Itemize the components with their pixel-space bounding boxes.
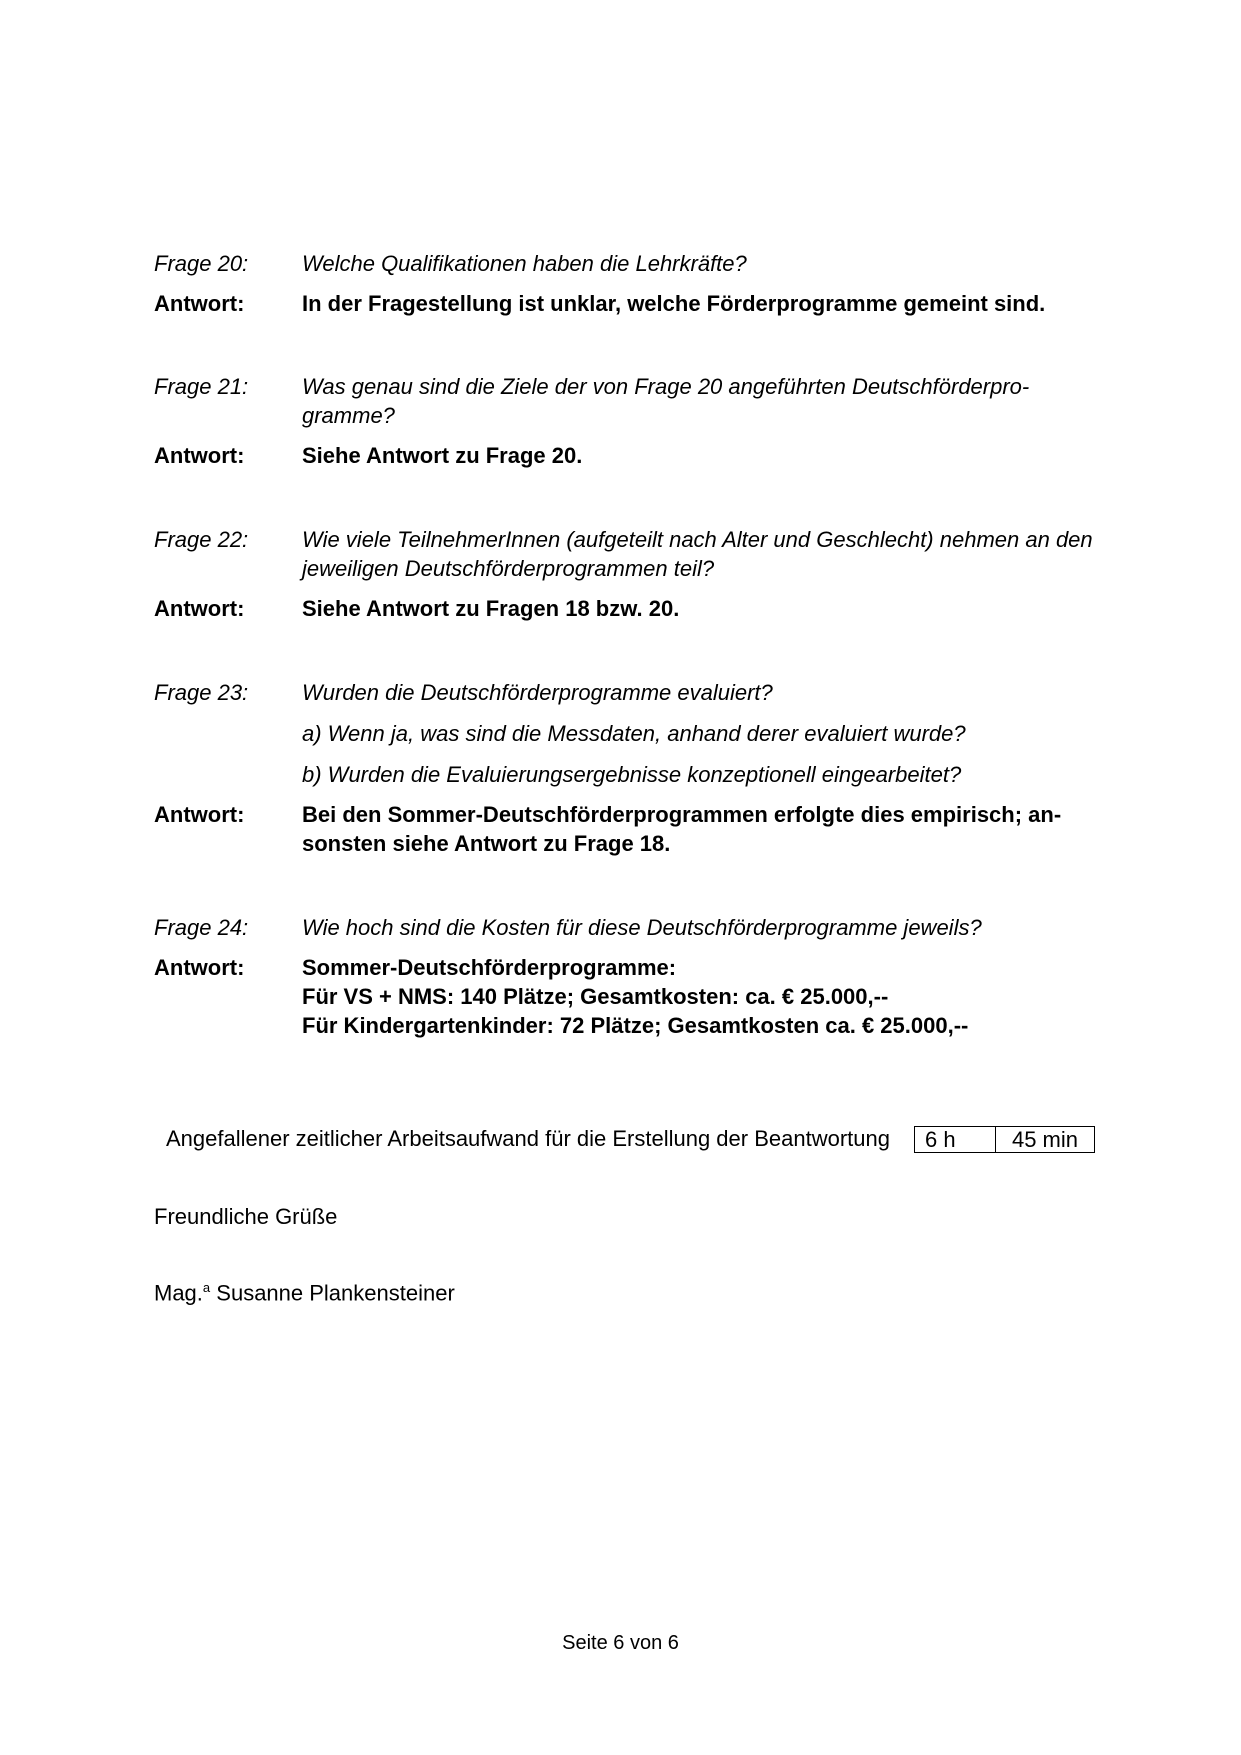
question-line: Welche Qualifikationen haben die Lehrkräfte? bbox=[302, 251, 747, 276]
answer-line: Siehe Antwort zu Frage 20. bbox=[302, 443, 583, 468]
workload-hours: 6 h bbox=[915, 1127, 996, 1152]
question-line: Wurden die Deutschförderprogramme evaluiert? bbox=[302, 680, 773, 705]
title-superscript: a bbox=[202, 1280, 211, 1295]
workload-box bbox=[914, 1126, 1095, 1153]
answer-line: Sommer-Deutschförderprogramme: bbox=[302, 955, 677, 980]
question-line: gramme? bbox=[302, 403, 395, 428]
answer-line: Für VS + NMS: 140 Plätze; Gesamtkosten: ca. € 25.000,-- bbox=[302, 984, 889, 1009]
answer-label: Antwort: bbox=[154, 955, 245, 980]
sub-question: b) Wurden die Evaluierungsergebnisse konzeptionell eingearbeitet? bbox=[302, 762, 962, 787]
workload-row bbox=[166, 1125, 1095, 1153]
question-label: Frage 22: bbox=[154, 527, 249, 552]
signer-name: Susanne Plankensteiner bbox=[216, 1280, 455, 1306]
workload-label: Angefallener zeitlicher Arbeitsaufwand für die Erstellung der Beantwortung bbox=[166, 1126, 890, 1151]
sub-question: a) Wenn ja, was sind die Messdaten, anhand derer evaluiert wurde? bbox=[302, 721, 966, 746]
question-text bbox=[302, 249, 1134, 278]
question-label: Frage 21: bbox=[154, 374, 249, 399]
answer-row bbox=[154, 953, 1134, 1040]
answer-line: Bei den Sommer-Deutschförderprogrammen erfolgte dies empirisch; an- bbox=[302, 802, 1062, 827]
page-footer: Seite 6 von 6 bbox=[562, 1632, 679, 1654]
question-row bbox=[154, 913, 1134, 942]
question-label: Frage 20: bbox=[154, 251, 249, 276]
question-row bbox=[154, 249, 1134, 278]
answer-line: Siehe Antwort zu Fragen 18 bzw. 20. bbox=[302, 596, 680, 621]
question-label: Frage 23: bbox=[154, 680, 249, 705]
question-row bbox=[154, 525, 1134, 583]
qa-block-21 bbox=[154, 372, 1134, 470]
question-line: Wie hoch sind die Kosten für diese Deutschförderprogramme jeweils? bbox=[302, 915, 982, 940]
qa-block-22 bbox=[154, 525, 1134, 623]
greeting: Freundliche Grüße bbox=[154, 1204, 338, 1229]
answer-row bbox=[154, 594, 1134, 623]
workload-minutes: 45 min bbox=[1011, 1126, 1078, 1152]
question-row bbox=[154, 372, 1134, 430]
answer-label: Antwort: bbox=[154, 596, 245, 621]
answer-label: Antwort: bbox=[154, 443, 245, 468]
question-text bbox=[302, 913, 1134, 942]
answer-line: In der Fragestellung ist unklar, welche Förderprogramme gemeint sind. bbox=[302, 291, 1046, 316]
question-text bbox=[302, 372, 1134, 430]
question-text bbox=[302, 525, 1134, 583]
question-line: Was genau sind die Ziele der von Frage 20 angeführten Deutschförderpro- bbox=[302, 374, 1030, 399]
question-row bbox=[154, 678, 1134, 707]
question-text bbox=[302, 678, 1134, 707]
answer-row bbox=[154, 800, 1134, 858]
answer-line: sonsten siehe Antwort zu Frage 18. bbox=[302, 831, 671, 856]
qa-block-20 bbox=[154, 249, 1134, 318]
answer-line: Für Kindergartenkinder: 72 Plätze; Gesamtkosten ca. € 25.000,-- bbox=[302, 1013, 969, 1038]
answer-label: Antwort: bbox=[154, 291, 245, 316]
qa-block-24 bbox=[154, 913, 1134, 1040]
answer-text bbox=[302, 594, 1134, 623]
question-line: jeweiligen Deutschförderprogrammen teil? bbox=[302, 556, 715, 581]
answer-row bbox=[154, 289, 1134, 318]
answer-text bbox=[302, 441, 1134, 470]
answer-text bbox=[302, 289, 1134, 318]
question-label: Frage 24: bbox=[154, 915, 249, 940]
signature bbox=[154, 1273, 455, 1307]
question-line: Wie viele TeilnehmerInnen (aufgeteilt nach Alter und Geschlecht) nehmen an den bbox=[302, 527, 1093, 552]
answer-row bbox=[154, 441, 1134, 470]
answer-label: Antwort: bbox=[154, 802, 245, 827]
title-prefix: Mag. bbox=[154, 1280, 203, 1306]
answer-text bbox=[302, 800, 1134, 858]
qa-block-23 bbox=[154, 678, 1134, 858]
answer-text bbox=[302, 953, 1134, 1040]
